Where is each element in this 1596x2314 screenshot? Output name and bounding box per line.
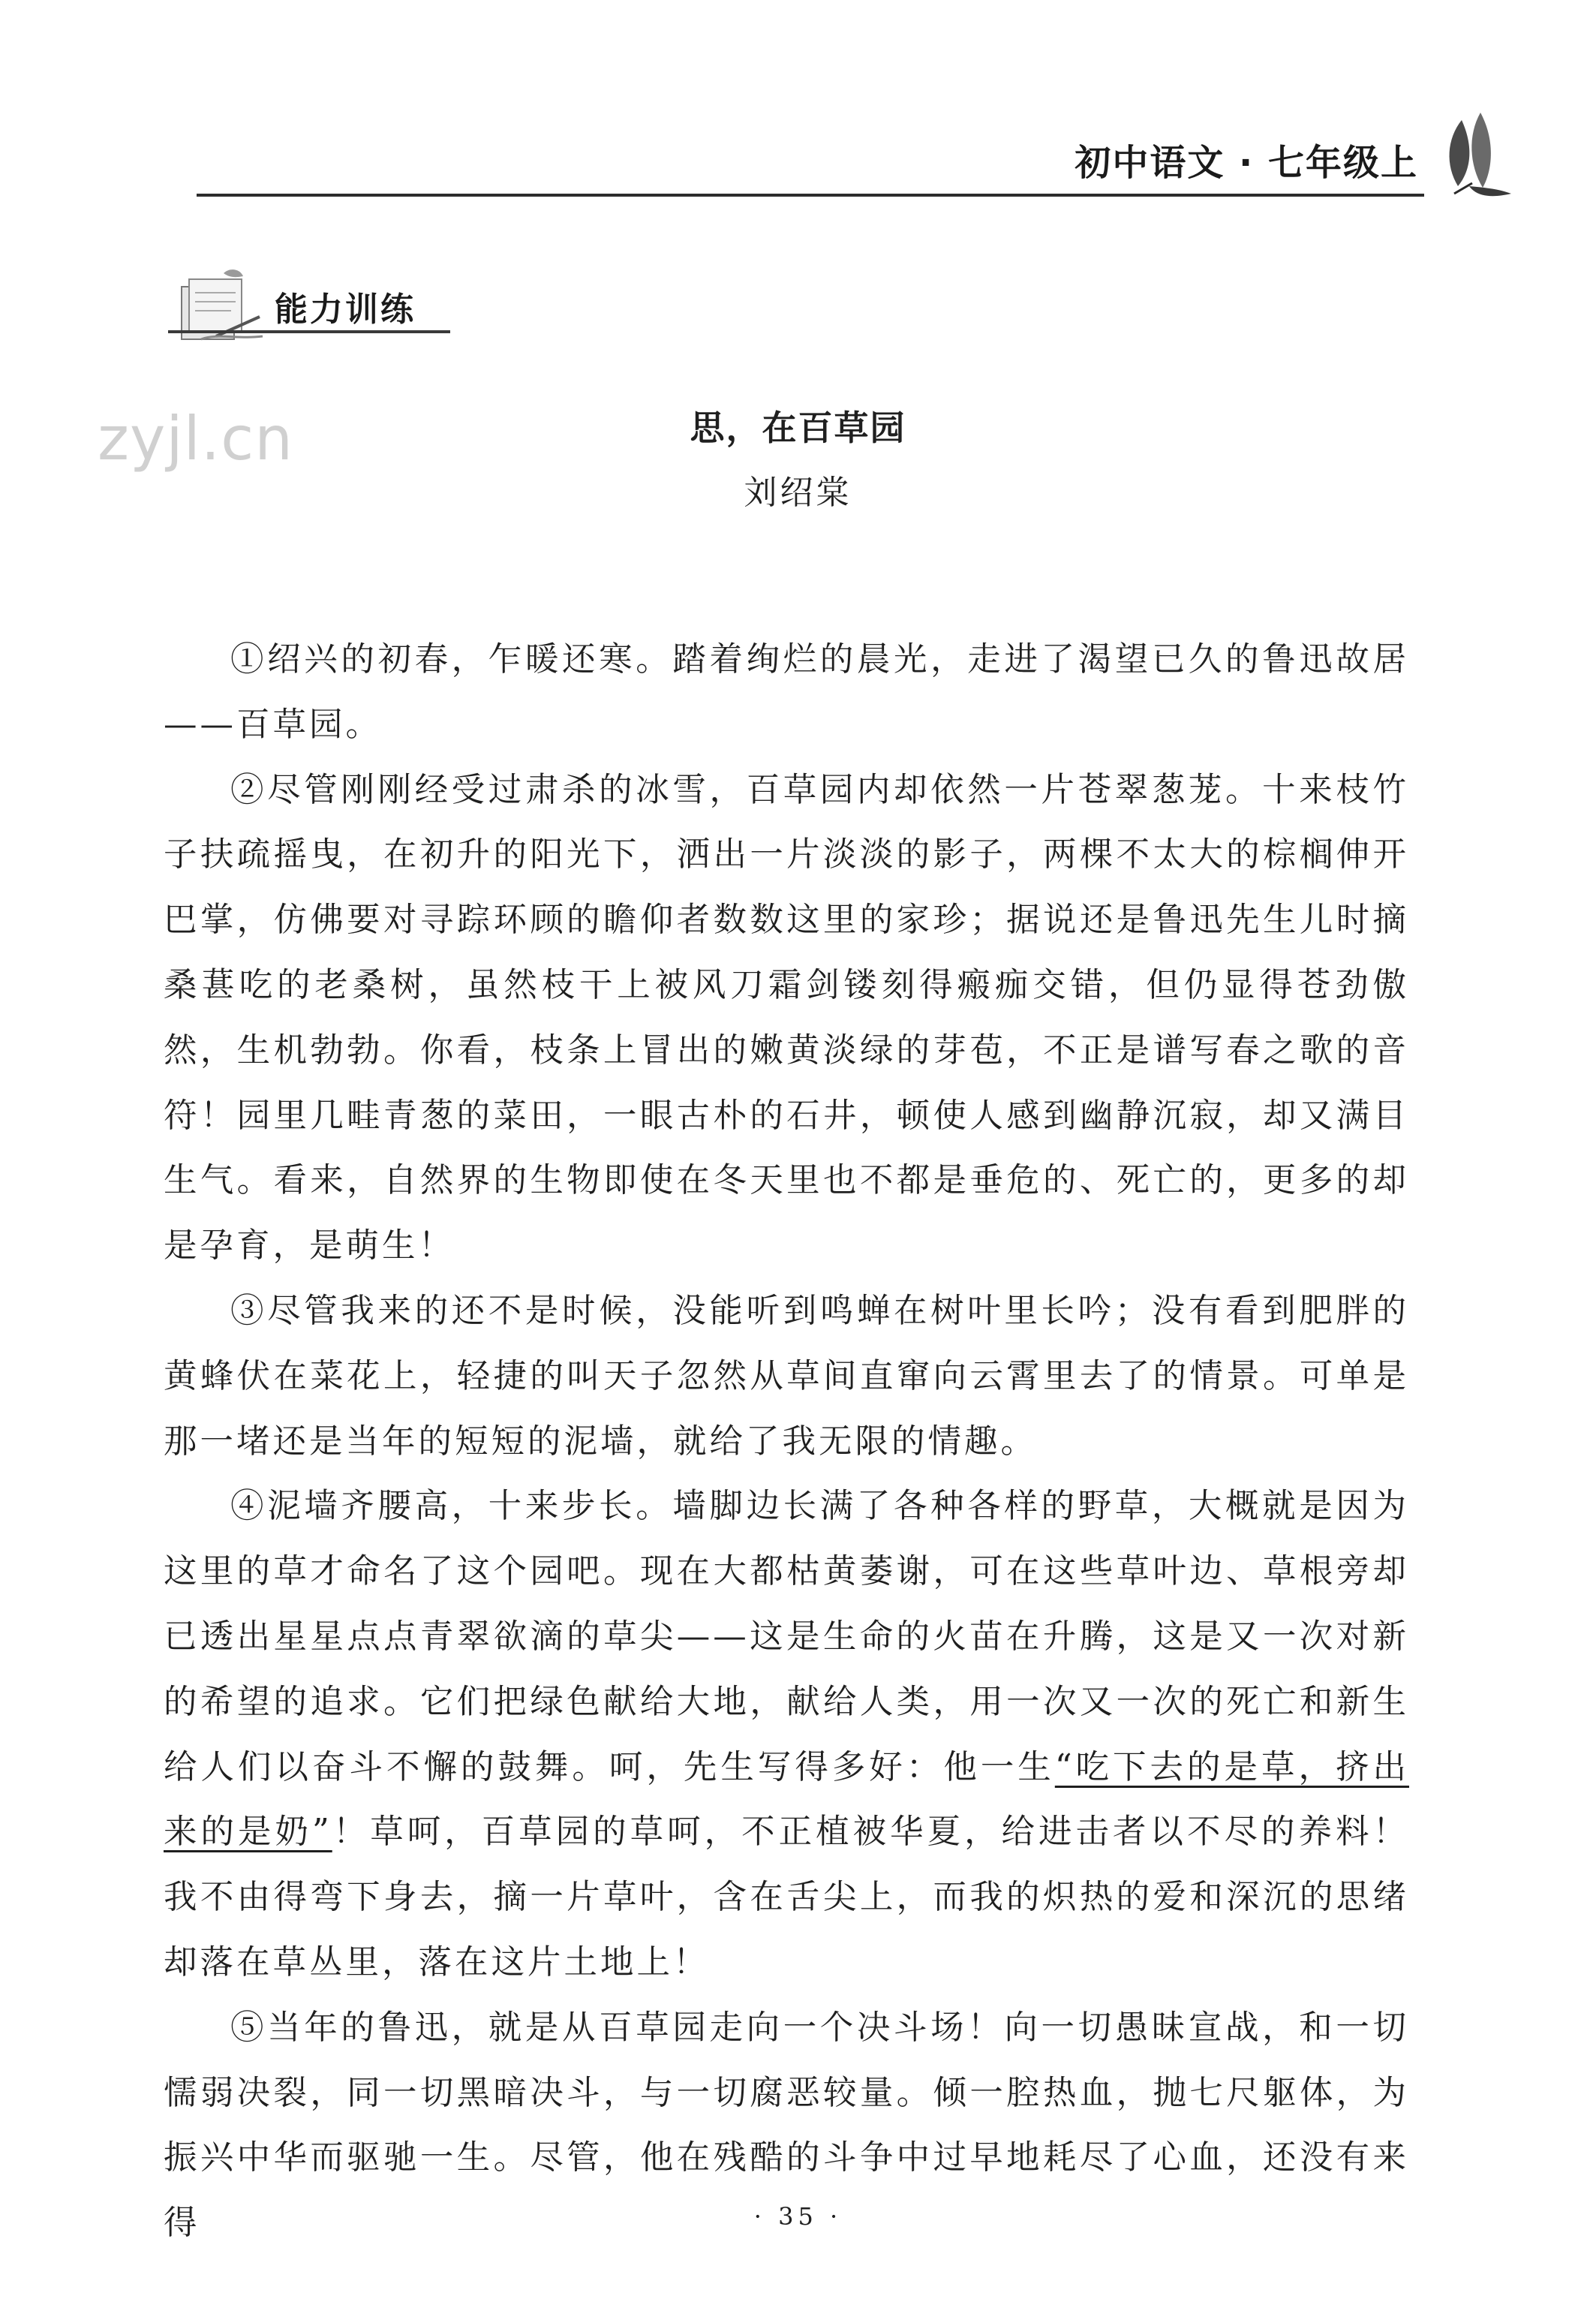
leaf-icon [1439,105,1514,203]
section-label: 能力训练 [275,290,416,329]
paragraph-1: ①绍兴的初春，乍暖还寒。踏着绚烂的晨光，走进了渴望已久的鲁迅故居——百草园。 [164,640,1409,744]
paragraph-4-before: ④泥墙齐腰高，十来步长。墙脚边长满了各种各样的野草，大概就是因为这里的草才命名了这个园吧。现在大都枯黄萎谢，可在这些草叶边、草根旁却已透出星星点点青翠欲滴的草尖——这是生命的火苗在升腾，这是又一次对新的希望的追求。它们把绿色献给大地，献给人类，用一次又一次的死亡和新生给人们以奋斗不懈的鼓舞。呵，先生写得多好：他一生 [164,1487,1409,1786]
header-rule [197,194,1424,197]
paragraph-2: ②尽管刚刚经受过肃杀的冰雪，百草园内却依然一片苍翠葱茏。十来枝竹子扶疏摇曳，在初升的阳光下，洒出一片淡淡的影子，两棵不太大的棕榈伸开巴掌，仿佛要对寻踪环顾的瞻仰者数数这里的家珍；据说还是鲁迅先生儿时摘桑葚吃的老桑树，虽然枝干上被风刀霜剑镂刻得瘢痂交错，但仍显得苍劲傲然，生机勃勃。你看，枝条上冒出的嫩黄淡绿的芽苞，不正是谱写春之歌的音符！园里几畦青葱的菜田，一眼古朴的石井，顿使人感到幽静沉寂，却又满目生气。看来，自然界的生物即使在冬天里也不都是垂危的、死亡的，更多的却是孕育，是萌生！ [164,770,1409,1265]
watermark: zyjl.cn [98,404,293,474]
paragraph-5: ⑤当年的鲁迅，就是从百草园走向一个决斗场！向一切愚昧宣战，和一切懦弱决裂，同一切黑暗决斗，与一切腐恶较量。倾一腔热血，抛七尺躯体，为振兴中华而驱驰一生。尽管，他在残酷的斗争中过早地耗尽了心血，还没有来得 [164,2008,1409,2243]
paragraph-3: ③尽管我来的还不是时候，没能听到鸣蝉在树叶里长吟；没有看到肥胖的黄蜂伏在菜花上，轻捷的叫天子忽然从草间直窜向云霄里去了的情景。可单是那一堵还是当年的短短的泥墙，就给了我无限的情趣。 [164,1291,1409,1461]
paragraph-4-after: ！草呵，百草园的草呵，不正植被华夏，给进击者以不尽的养料！我不由得弯下身去，摘一片草叶，含在舌尖上，而我的炽热的爱和深沉的思绪却落在草丛里，落在这片土地上！ [164,1813,1409,1981]
page-number: · 35 · [753,2202,843,2231]
study-notebook-icon [171,264,269,347]
header-title: 初中语文 · 七年级上 [1075,142,1418,184]
article-title: 思，在百草园 [690,408,906,448]
section-underline [168,330,450,333]
paragraph-4 [164,1474,1409,1995]
article-body [164,627,1409,2256]
underlined-quote: “吃下去的是草，挤出来的是奶” [164,1747,1409,1852]
article-author: 刘绍棠 [744,474,852,512]
